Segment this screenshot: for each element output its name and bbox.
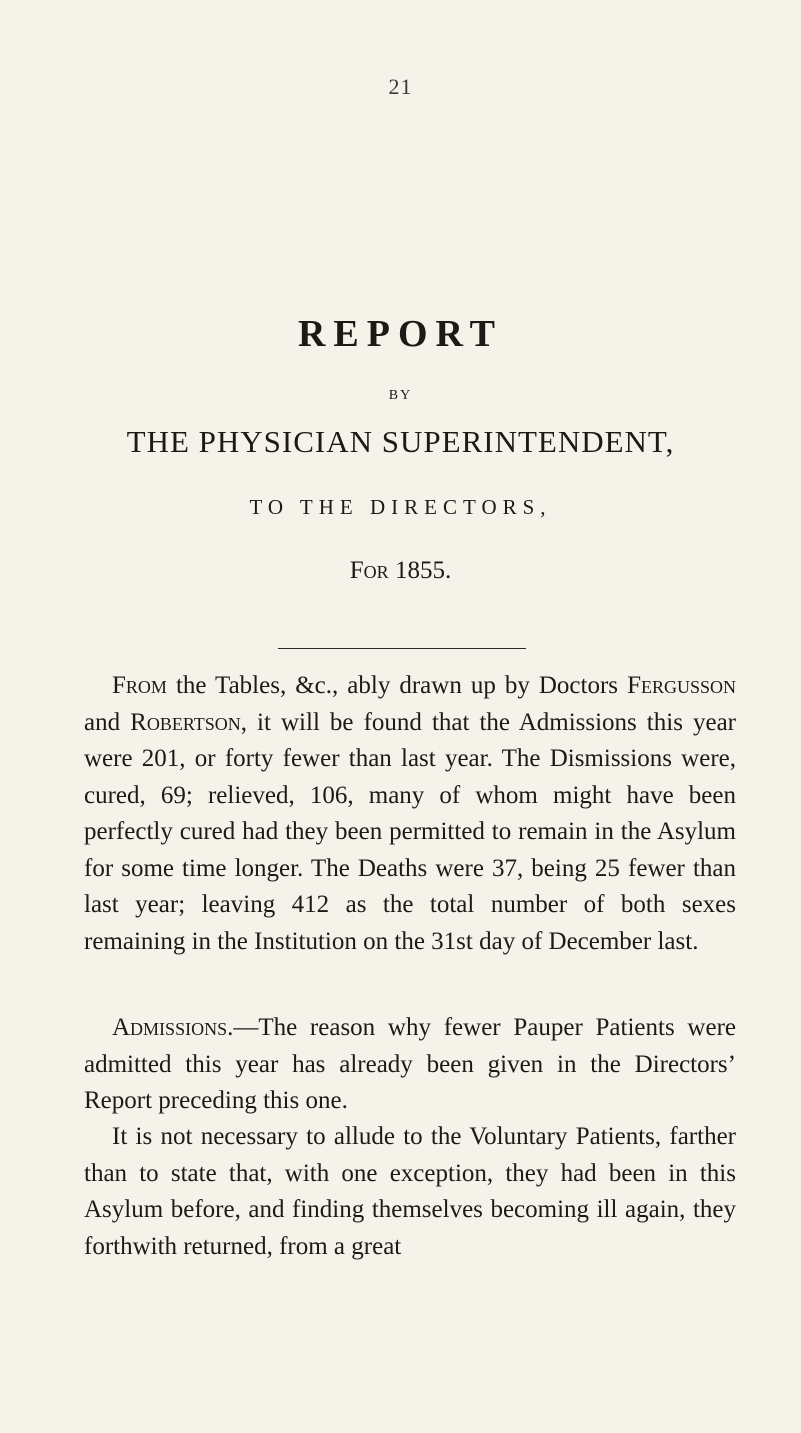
- paragraph-text: and: [84, 708, 131, 736]
- paragraph-text: —The reason why fewer Pauper Patients were admitted this year has already been given in the Directors’ Report preceding this one.: [84, 1014, 736, 1114]
- section-divider: [278, 648, 526, 649]
- paragraph-voluntary-patients: It is not necessary to allude to the Voluntary Patients, farther than to state that, with one exception, they had been in this Asylum before, and finding themselves becoming ill again, they forthwith returned, from a great: [84, 1123, 736, 1260]
- report-author-heading: THE PHYSICIAN SUPERINTENDENT,: [126, 424, 675, 459]
- report-recipient-heading: TO THE DIRECTORS,: [249, 495, 552, 519]
- paragraph-text: the Tables, &c., ably drawn up by Doctors: [166, 672, 628, 699]
- paragraph-text: , it will be found that the Admissions this year were 201, or forty fewer than last year. The Dismissions were, cured, 69; relieved, 106, many of whom might have been perfectly cured had they been permitted to remain in the Asylum for some time longer. The Deaths were 37, being 25 fewer than last year; leaving 412 as the total number of both sexes remaining in the Institution on the 31st day of December last.: [84, 708, 736, 955]
- page-number: 21: [388, 74, 413, 99]
- section-heading-admissions: Admissions.: [112, 1014, 234, 1041]
- paragraph-admissions: [84, 1010, 736, 1120]
- doctor-name-fergusson: Fergusson: [627, 672, 736, 699]
- report-by-label: BY: [388, 388, 413, 403]
- doctor-name-robertson: Robertson: [130, 708, 241, 736]
- report-year: For 1855.: [349, 557, 452, 584]
- paragraph-lead-word: From: [112, 672, 167, 699]
- report-title: REPORT: [297, 313, 503, 355]
- paragraph-tables-summary: [84, 668, 736, 960]
